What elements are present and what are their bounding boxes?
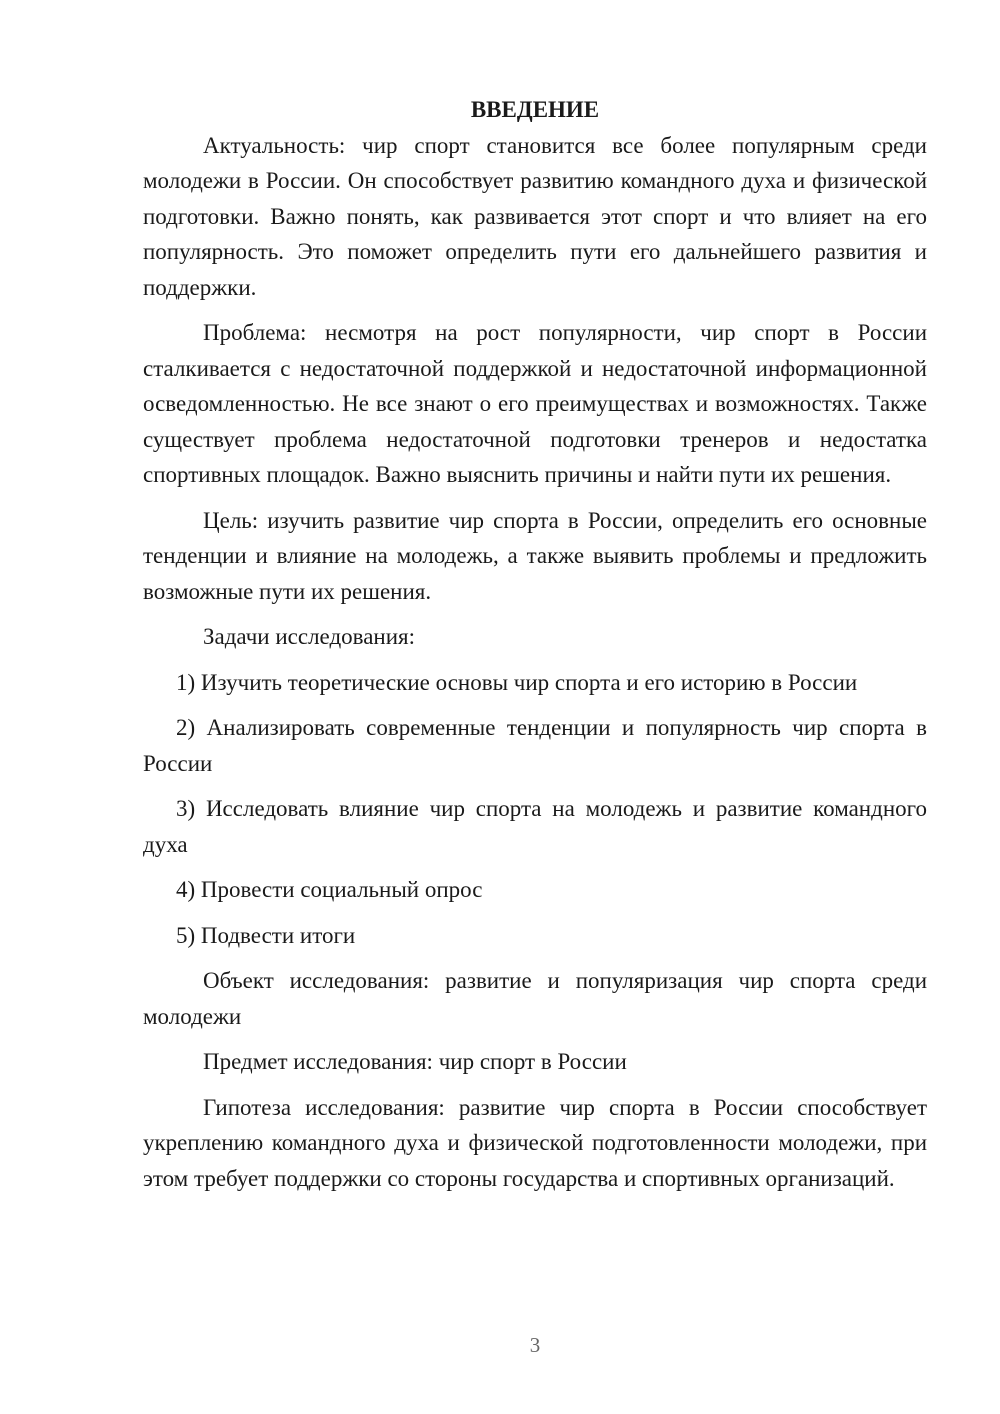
- task-item-3: 3) Исследовать влияние чир спорта на молодежь и развитие командного духа: [143, 796, 927, 857]
- paragraph-object: Объект исследования: развитие и популяризация чир спорта среди молодежи: [143, 968, 927, 1029]
- tasks-list: [143, 665, 927, 954]
- task-item-4: 4) Провести социальный опрос: [176, 877, 483, 902]
- paragraph-problem: Проблема: несмотря на рост популярности, чир спорт в России сталкивается с недостаточной поддержкой и недостаточной информационной осведомленностью. Не все знают о его преимуществах и возможностях. Также существует проблема недостаточной подготовки тренеров и недостатка спортивных площадок. Важно выяснить причины и найти пути их решения.: [143, 320, 927, 487]
- page-content: [143, 92, 927, 1206]
- task-item-5: 5) Подвести итоги: [176, 922, 356, 948]
- section-heading: ВВЕДЕНИЕ: [470, 97, 600, 122]
- paragraph-relevance: Актуальность: чир спорт становится все более популярным среди молодежи в России. Он способствует развитию командного духа и физической подготовки. Важно понять, как развивается этот спорт и что влияет на его популярность. Это поможет определить пути его дальнейшего развития и поддержки.: [143, 132, 927, 300]
- page-number: 3: [529, 1333, 541, 1357]
- task-item-2: 2) Анализировать современные тенденции и популярность чир спорта в России: [143, 715, 927, 776]
- task-item-1: 1) Изучить теоретические основы чир спорта и его историю в России: [176, 669, 858, 695]
- tasks-title: Задачи исследования:: [203, 624, 416, 649]
- paragraph-goal: Цель: изучить развитие чир спорта в России, определить его основные тенденции и влияние на молодежь, а также выявить проблемы и предложить возможные пути их решения.: [143, 507, 927, 604]
- paragraph-hypothesis: Гипотеза исследования: развитие чир спорта в России способствует укреплению командного духа и физической подготовленности молодежи, при этом требует поддержки со стороны государства и спортивных организаций.: [143, 1094, 927, 1191]
- paragraph-subject: Предмет исследования: чир спорт в России: [203, 1049, 627, 1074]
